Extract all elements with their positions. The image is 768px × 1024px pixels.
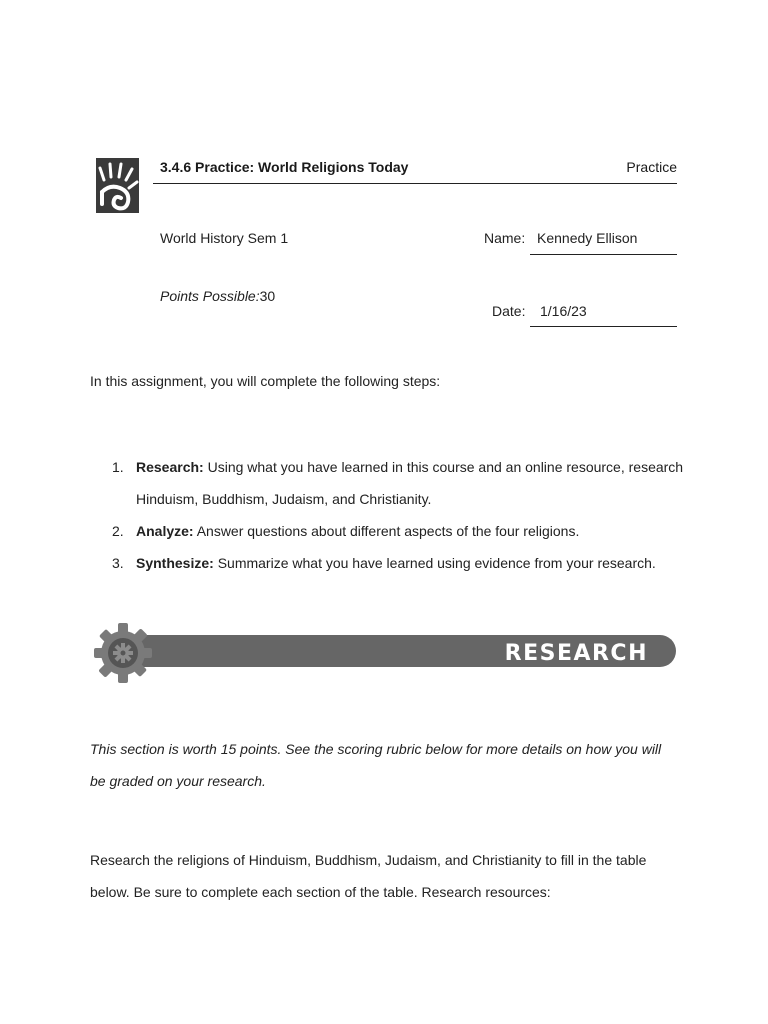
- name-label: Name:: [484, 230, 526, 246]
- step-number: 2.: [112, 523, 124, 539]
- step-number: 1.: [112, 459, 124, 475]
- date-underline: [530, 326, 677, 327]
- points-value: 30: [259, 288, 276, 304]
- step-body: [136, 547, 656, 579]
- research-instructions: Research the religions of Hinduism, Buddhism, Judaism, and Christianity to fill in the table below. Be sure to complete each section of the table. Research resources:: [90, 852, 647, 900]
- step-term: Analyze:: [136, 523, 194, 539]
- step-body: [136, 451, 692, 515]
- research-note: This section is worth 15 points. See the scoring rubric below for more details on how you will be graded on your research.: [90, 741, 662, 789]
- gear-icon: [94, 623, 152, 683]
- step-text: Summarize what you have learned using evidence from your research.: [213, 555, 656, 571]
- section-banner: [94, 623, 678, 683]
- points-possible: [160, 288, 275, 304]
- date-field[interactable]: 1/16/23: [540, 303, 587, 319]
- step-body: [136, 515, 579, 547]
- list-item: [112, 515, 692, 547]
- step-text: Using what you have learned in this course and an online resource, research Hinduism, Buddhism, Judaism, and Christianity.: [136, 459, 684, 507]
- step-term: Synthesize:: [136, 555, 214, 571]
- header-divider: [153, 183, 677, 184]
- date-label: Date:: [492, 303, 526, 319]
- sun-hand-logo-icon: [96, 158, 139, 213]
- list-item: [112, 451, 692, 515]
- name-underline: [530, 254, 677, 255]
- name-field[interactable]: Kennedy Ellison: [537, 230, 638, 246]
- points-label: Points Possible:: [160, 288, 260, 304]
- intro-text: In this assignment, you will complete the following steps:: [90, 373, 441, 389]
- step-term: Research:: [136, 459, 204, 475]
- list-item: [112, 547, 692, 579]
- section-title: RESEARCH: [504, 641, 648, 666]
- course-name: World History Sem 1: [160, 230, 289, 246]
- step-text: Answer questions about different aspects of the four religions.: [193, 523, 580, 539]
- assignment-title: 3.4.6 Practice: World Religions Today: [160, 159, 409, 175]
- steps-list: [112, 451, 692, 579]
- assignment-type-label: Practice: [626, 159, 677, 175]
- step-number: 3.: [112, 555, 124, 571]
